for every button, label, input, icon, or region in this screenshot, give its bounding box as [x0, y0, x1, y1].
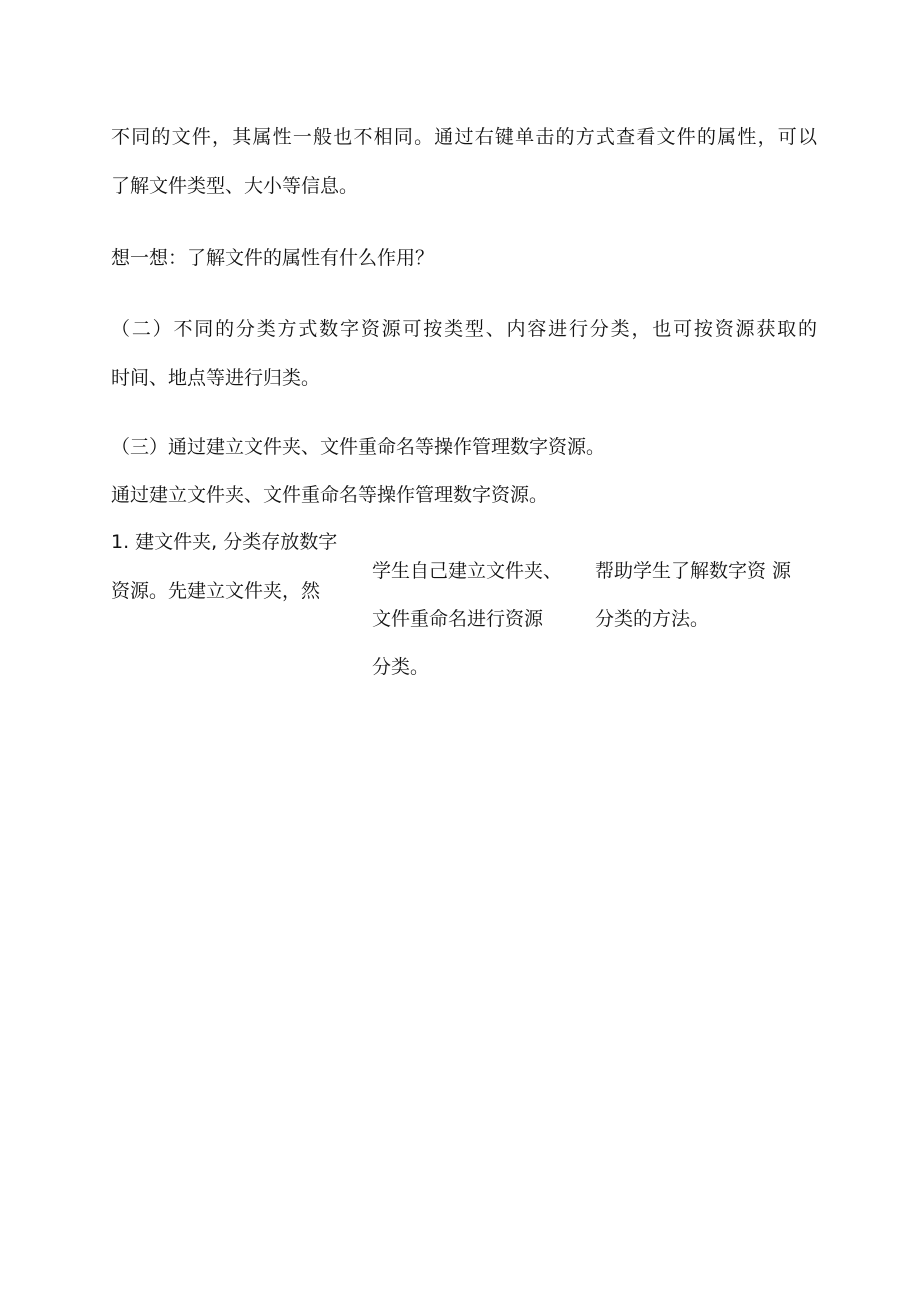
table-col2-line-1: 学生自己建立文件夹、 [372, 560, 563, 582]
paragraph-1-line-1: 不同的文件，其属性一般也不相同。通过右键单击的方式查看文件的属性，可以 [111, 126, 817, 148]
section-2-line-2: 时间、地点等进行归类。 [111, 367, 321, 389]
table-col1-line-1: 1. 建文件夹, 分类存放数字 [111, 531, 338, 553]
table-col2-line-2: 文件重命名进行资源 [372, 608, 544, 630]
think-question: 想一想：了解文件的属性有什么作用？ [111, 247, 435, 269]
table-col3-line-1: 帮助学生了解数字资 源 [595, 560, 792, 582]
table-col1-line-2: 资源。先建立文件夹，然 [111, 580, 321, 602]
section-2-line-1: （二）不同的分类方式数字资源可按类型、内容进行分类，也可按资源获取的 [111, 318, 817, 340]
section-3-body: 通过建立文件夹、文件重命名等操作管理数字资源。 [111, 484, 549, 506]
paragraph-1-line-2: 了解文件类型、大小等信息。 [111, 175, 359, 197]
table-col2-line-3: 分类。 [372, 656, 430, 678]
section-3-heading: （三）通过建立文件夹、文件重命名等操作管理数字资源。 [111, 436, 606, 458]
table-col3-line-2: 分类的方法。 [595, 608, 710, 630]
